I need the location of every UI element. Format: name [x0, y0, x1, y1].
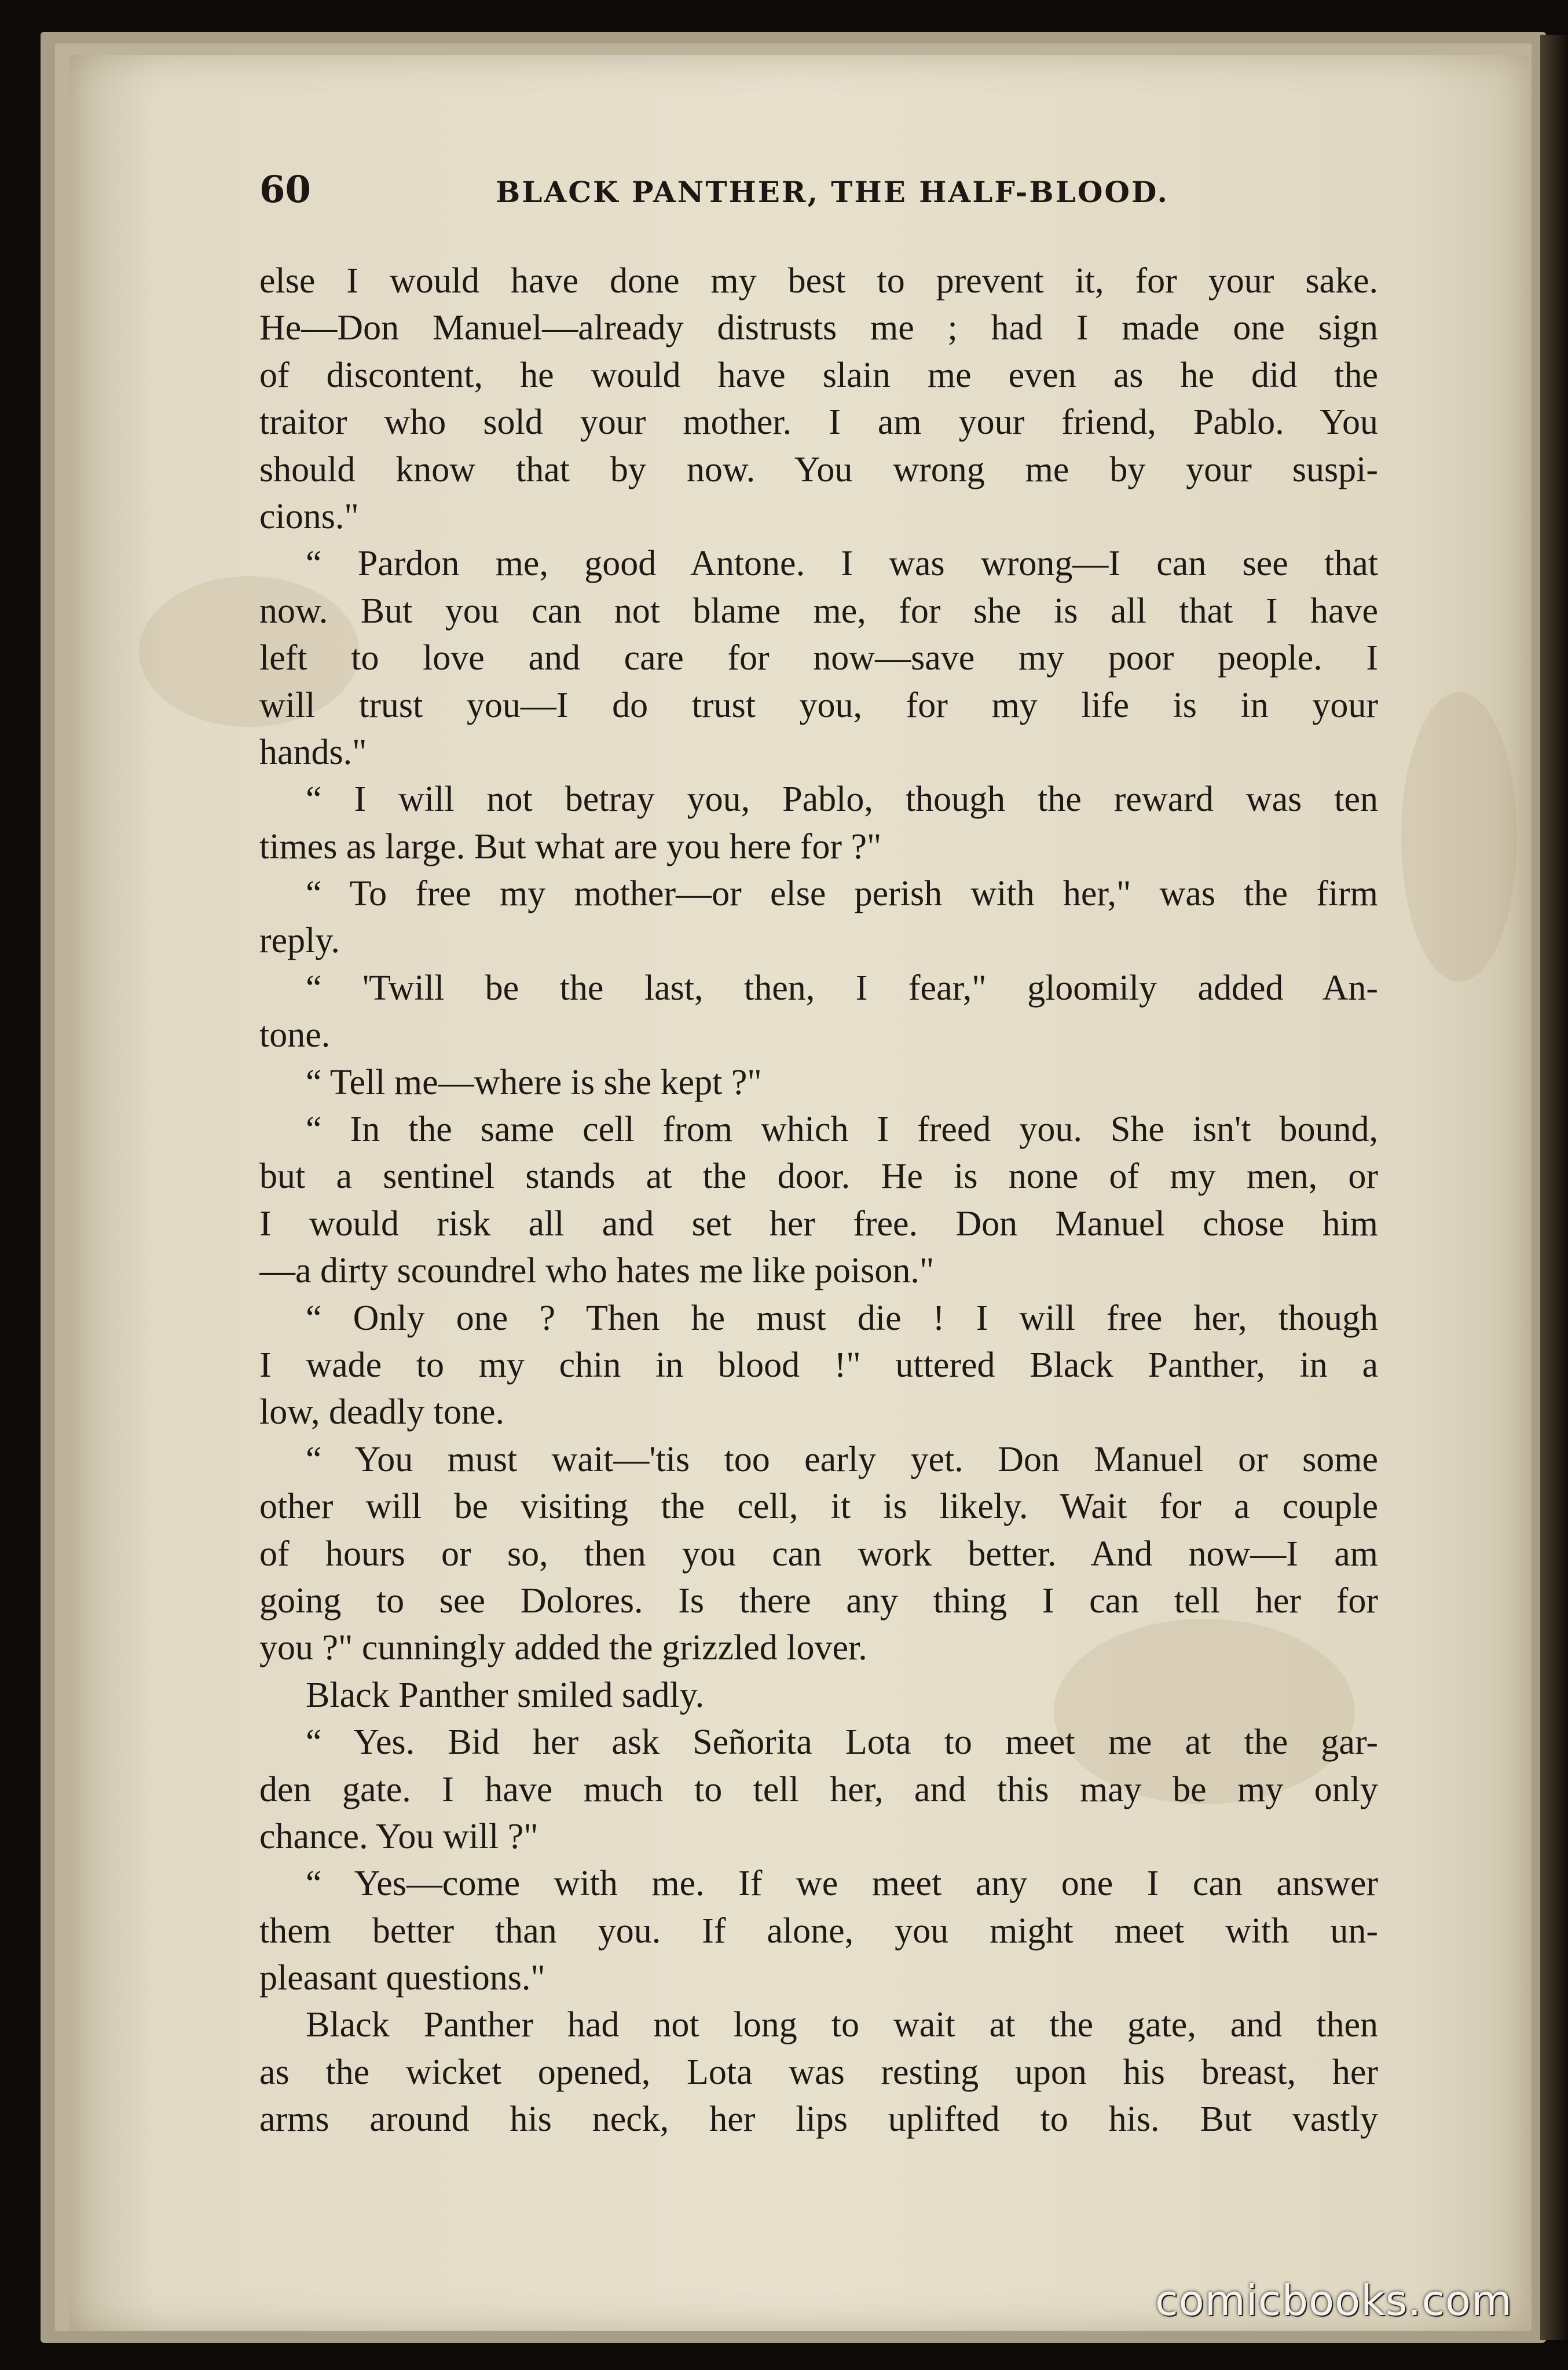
text-line: “ Tell me—where is she kept ?"	[306, 1062, 762, 1102]
text-line: traitor who sold your mother. I am your friend, Pablo. You	[259, 403, 1378, 442]
text-line: going to see Dolores. Is there any thing I can tell her for	[259, 1581, 1378, 1621]
text-line: you ?" cunningly added the grizzled lover.	[259, 1628, 867, 1668]
text-line: “ Yes—come with me. If we meet any one I can answer	[306, 1864, 1378, 1904]
text-line: “ Pardon me, good Antone. I was wrong—I can see that	[306, 544, 1378, 584]
text-line: hands."	[259, 732, 367, 772]
text-line: “ Yes. Bid her ask Señorita Lota to meet me at the gar-	[306, 1722, 1378, 1762]
text-line: “ In the same cell from which I freed you. She isn't bound,	[306, 1110, 1378, 1150]
text-line: of hours or so, then you can work better. And now—I am	[259, 1534, 1378, 1574]
body-text	[259, 258, 1378, 2144]
site-watermark: comicbooks.com	[1155, 2276, 1513, 2325]
page-number: 60	[259, 168, 312, 211]
paper-stain	[1401, 692, 1517, 982]
text-line: “ I will not betray you, Pablo, though the reward was ten	[306, 780, 1378, 820]
text-line: Black Panther had not long to wait at the gate, and then	[306, 2005, 1378, 2045]
running-head: BLACK PANTHER, THE HALF-BLOOD.	[496, 175, 1169, 209]
text-line: “ To free my mother—or else perish with her," was the firm	[306, 874, 1378, 914]
book-spine-edge	[1540, 35, 1568, 2340]
text-line: low, deadly tone.	[259, 1392, 504, 1432]
text-line: He—Don Manuel—already distrusts me ; had I made one sign	[259, 308, 1378, 348]
page-header	[259, 168, 1186, 209]
text-line: should know that by now. You wrong me by your suspi-	[259, 449, 1378, 489]
text-line: Black Panther smiled sadly.	[306, 1675, 705, 1715]
text-line: pleasant questions."	[259, 1958, 545, 1998]
text-line: chance. You will ?"	[259, 1816, 538, 1856]
text-line: of discontent, he would have slain me even as he did the	[259, 355, 1378, 395]
text-line: “ You must wait—'tis too early yet. Don Manuel or some	[306, 1439, 1378, 1479]
text-line: reply.	[259, 921, 340, 961]
text-line: will trust you—I do trust you, for my life is in your	[259, 685, 1378, 725]
text-line: “ Only one ? Then he must die ! I will free her, though	[306, 1298, 1378, 1338]
text-line: them better than you. If alone, you might meet with un-	[259, 1911, 1378, 1951]
text-line: left to love and care for now—save my poor people. I	[259, 638, 1378, 678]
text-line: cions."	[259, 496, 359, 536]
text-line: —a dirty scoundrel who hates me like poison."	[259, 1251, 935, 1291]
text-line: but a sentinel stands at the door. He is none of my men, or	[259, 1157, 1378, 1197]
text-line: I would risk all and set her free. Don Manuel chose him	[259, 1204, 1378, 1243]
text-line: I wade to my chin in blood !" uttered Black Panther, in a	[259, 1345, 1378, 1385]
text-line: other will be visiting the cell, it is likely. Wait for a couple	[259, 1487, 1378, 1527]
text-line: “ 'Twill be the last, then, I fear," gloomily added An-	[306, 968, 1378, 1008]
text-line: as the wicket opened, Lota was resting upon his breast, her	[259, 2052, 1378, 2092]
text-line: den gate. I have much to tell her, and this may be my only	[259, 1769, 1378, 1809]
text-line: now. But you can not blame me, for she is all that I have	[259, 591, 1378, 631]
text-line: arms around his neck, her lips uplifted to his. But vastly	[259, 2100, 1378, 2139]
text-line: else I would have done my best to prevent it, for your sake.	[259, 261, 1378, 301]
text-line: times as large. But what are you here for ?"	[259, 826, 882, 866]
text-line: tone.	[259, 1015, 331, 1055]
